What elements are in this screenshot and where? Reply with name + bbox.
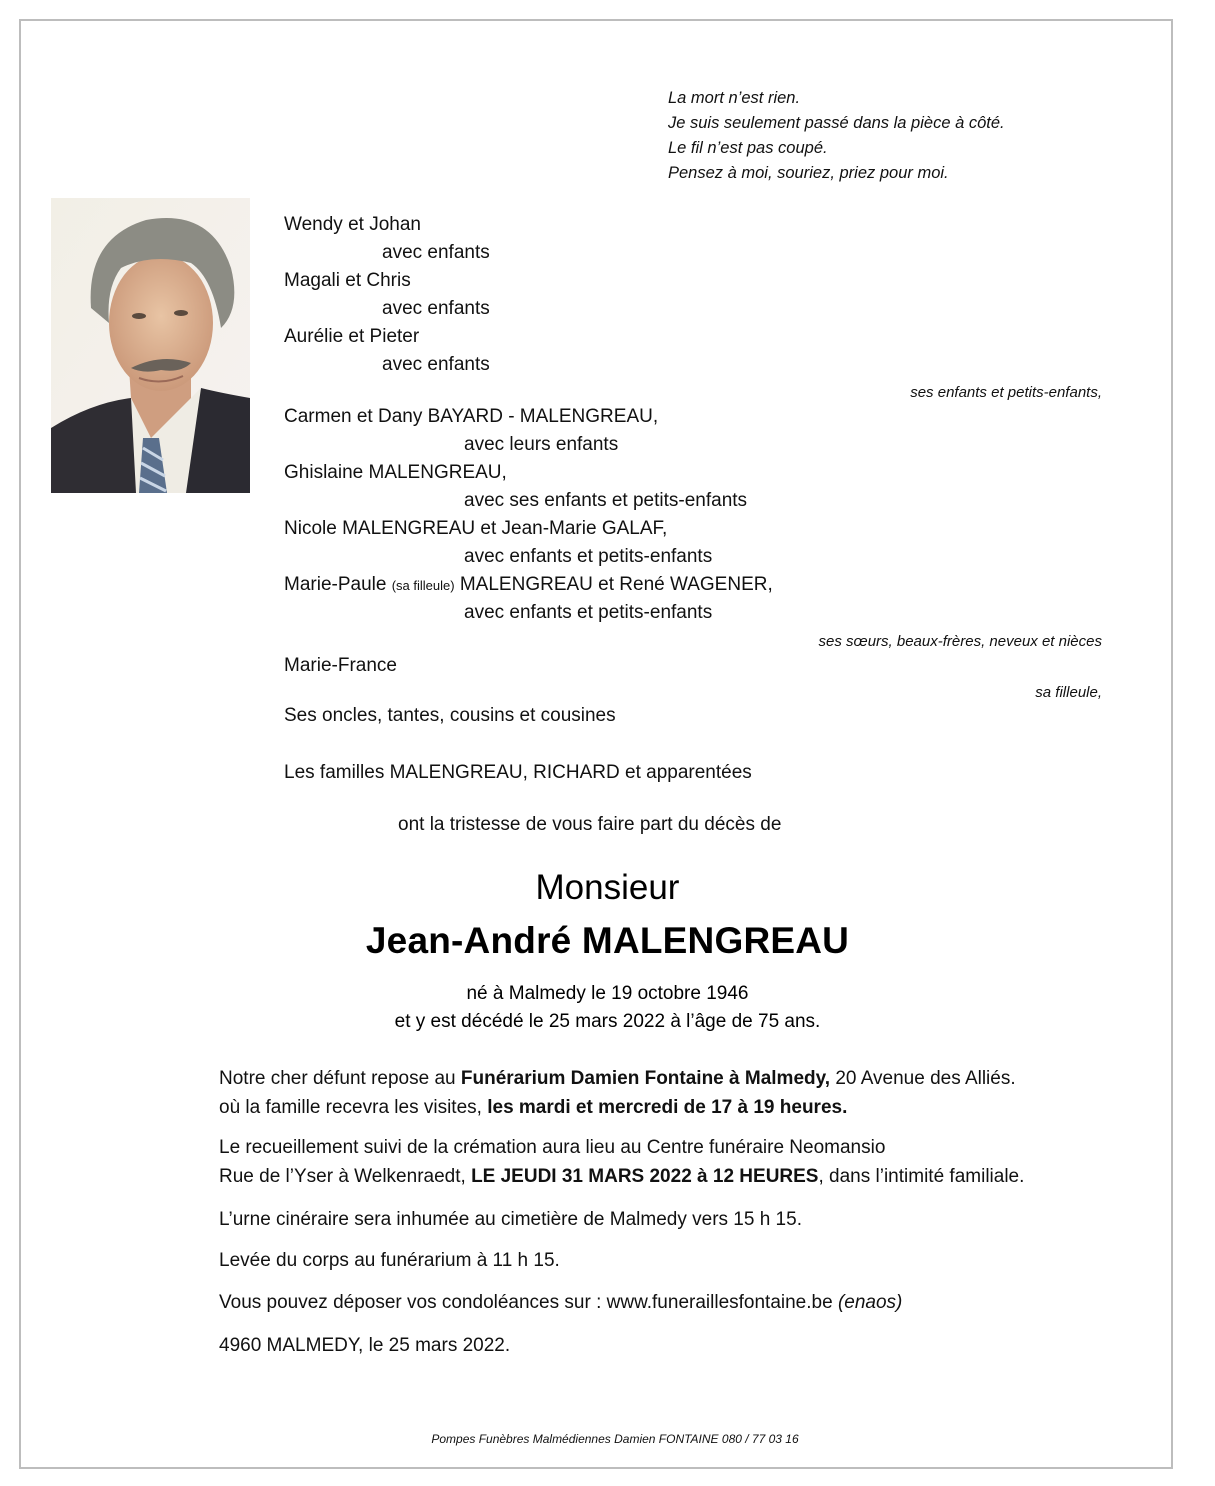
family-member	[284, 574, 773, 596]
ceremony-date: LE JEUDI 31 MARS 2022 à 12 HEURES	[471, 1166, 819, 1187]
text: Notre cher défunt repose au	[219, 1068, 461, 1089]
family-member: Carmen et Dany BAYARD - MALENGREAU,	[284, 406, 659, 427]
poem-line: Pensez à moi, souriez, priez pour moi.	[668, 164, 949, 182]
family-member: Marie-France	[284, 655, 397, 676]
family-note: avec enfants	[382, 354, 490, 375]
poem-line: La mort n’est rien.	[668, 89, 801, 107]
poem-line: Je suis seulement passé dans la pièce à côté.	[668, 114, 1005, 132]
poem	[668, 86, 1005, 186]
deceased-dates	[0, 980, 1215, 1036]
family-member: Magali et Chris	[284, 270, 411, 291]
family-member: Aurélie et Pieter	[284, 326, 420, 347]
family-note: avec enfants et petits-enfants	[464, 602, 713, 623]
footer: Pompes Funèbres Malmédiennes Damien FONTAINE 080 / 77 03 16	[431, 1432, 799, 1446]
family-member-note: (sa filleule)	[391, 578, 455, 593]
visiting-hours: les mardi et mercredi de 17 à 19 heures.	[487, 1097, 848, 1118]
family-member: Les familles MALENGREAU, RICHARD et apparentées	[284, 762, 752, 783]
death-info: et y est décédé le 25 mars 2022 à l’âge de 75 ans.	[394, 1011, 821, 1032]
family-member: Ghislaine MALENGREAU,	[284, 462, 507, 483]
poem-line: Le fil n’est pas coupé.	[668, 139, 828, 157]
funeral-home: Funérarium Damien Fontaine à Malmedy,	[460, 1068, 831, 1089]
condolences-text: Vous pouvez déposer vos condoléances sur : www.funeraillesfontaine.be	[219, 1292, 838, 1313]
relation-label: sa filleule,	[1035, 684, 1102, 701]
portrait-photo	[51, 198, 250, 493]
text: , dans l’intimité familiale.	[818, 1166, 1025, 1187]
family-note: avec enfants	[382, 242, 490, 263]
deceased-title: Monsieur	[535, 868, 680, 907]
family-note: avec ses enfants et petits-enfants	[464, 490, 748, 511]
birth-info: né à Malmedy le 19 octobre 1946	[466, 983, 749, 1004]
family-note: avec enfants et petits-enfants	[464, 546, 713, 567]
details-paragraph	[219, 1133, 1024, 1191]
family-note: avec leurs enfants	[464, 434, 619, 455]
family-member-name: Marie-Paule	[284, 574, 392, 595]
text: où la famille recevra les visites,	[219, 1097, 488, 1118]
condolences-note: (enaos)	[837, 1292, 903, 1313]
text: Le recueillement suivi de la crémation aura lieu au Centre funéraire Neomansio	[219, 1137, 886, 1158]
family-member: Wendy et Johan	[284, 214, 421, 235]
details-paragraph	[219, 1288, 902, 1317]
details-paragraph	[219, 1064, 1016, 1122]
family-member: Nicole MALENGREAU et Jean-Marie GALAF,	[284, 518, 668, 539]
family-member-name: MALENGREAU et René WAGENER,	[454, 574, 773, 595]
relation-label: ses enfants et petits-enfants,	[910, 384, 1102, 401]
details-paragraph: L’urne cinéraire sera inhumée au cimetière de Malmedy vers 15 h 15.	[219, 1209, 802, 1230]
text: Rue de l’Yser à Welkenraedt,	[219, 1166, 472, 1187]
announcement-text: ont la tristesse de vous faire part du décès de	[398, 814, 782, 835]
portrait-photo-icon	[51, 198, 250, 493]
relation-label: ses sœurs, beaux-frères, neveux et nièces	[818, 633, 1102, 650]
family-note: avec enfants	[382, 298, 490, 319]
details-paragraph: Levée du corps au funérarium à 11 h 15.	[219, 1250, 560, 1271]
family-member: Ses oncles, tantes, cousins et cousines	[284, 705, 616, 726]
deceased-name: Jean-André MALENGREAU	[365, 920, 850, 961]
address: 20 Avenue des Alliés.	[830, 1068, 1016, 1089]
place-date: 4960 MALMEDY, le 25 mars 2022.	[219, 1335, 511, 1356]
